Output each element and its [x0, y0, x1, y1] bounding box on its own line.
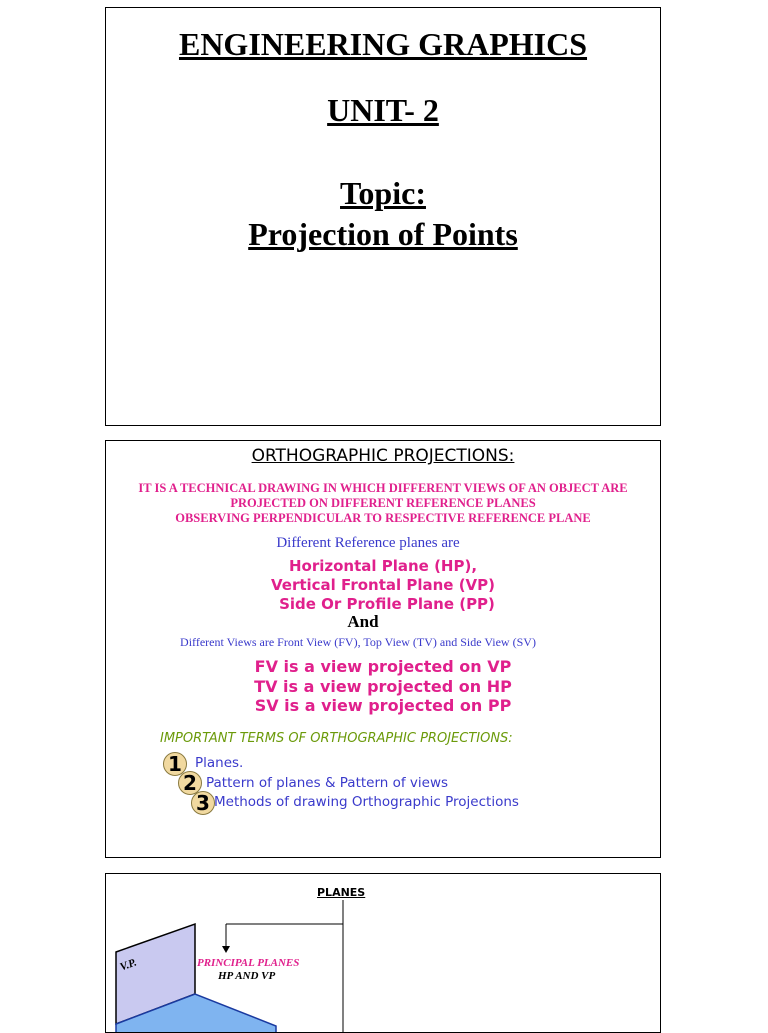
tv-relation: TV is a view projected on HP [254, 677, 512, 696]
title-slide [105, 7, 661, 426]
planes-heading: PLANES [317, 886, 366, 899]
principal-planes-label: PRINCIPAL PLANES [197, 957, 300, 969]
vp-label: V.P. [118, 956, 139, 974]
important-terms-heading: IMPORTANT TERMS OF ORTHOGRAPHIC PROJECTIONS: [160, 731, 513, 746]
sv-relation: SV is a view projected on PP [254, 696, 512, 715]
unit-label: UNIT- 2 [327, 92, 439, 128]
plane-vp: Vertical Frontal Plane (VP) [270, 576, 496, 594]
views-line: Different Views are Front View (FV), Top View (TV) and Side View (SV) [180, 635, 536, 649]
hp-vp-label: HP AND VP [218, 970, 276, 982]
term-number-2: 2 [178, 771, 202, 795]
plane-hp: Horizontal Plane (HP), [288, 557, 478, 575]
topic-label: Topic: [340, 175, 426, 211]
term-number-1: 1 [163, 752, 187, 776]
term-methods: Methods of drawing Orthographic Projections [214, 794, 519, 810]
planes-slide [105, 873, 661, 1033]
course-title: ENGINEERING GRAPHICS [178, 26, 588, 62]
plane-pp: Side Or Profile Plane (PP) [279, 595, 495, 613]
term-pattern: Pattern of planes & Pattern of views [206, 775, 449, 791]
reference-planes-intro: Different Reference planes are [276, 535, 460, 551]
definition-line-1: IT IS A TECHNICAL DRAWING IN WHICH DIFFERENT VIEWS OF AN OBJECT ARE [138, 481, 628, 495]
term-planes: Planes. [195, 755, 244, 771]
fv-relation: FV is a view projected on VP [254, 657, 512, 676]
definition-line-2: PROJECTED ON DIFFERENT REFERENCE PLANES [230, 496, 536, 510]
definition-line-3: OBSERVING PERPENDICULAR TO RESPECTIVE REFERENCE PLANE [175, 511, 591, 525]
slide-heading: ORTHOGRAPHIC PROJECTIONS: [251, 446, 515, 466]
planes-diagram [106, 874, 661, 1033]
arrow-head-icon [222, 946, 230, 953]
and-text: And [347, 612, 379, 631]
term-number-3: 3 [191, 791, 215, 815]
topic-title: Projection of Points [248, 216, 518, 252]
orthographic-slide [105, 440, 661, 858]
